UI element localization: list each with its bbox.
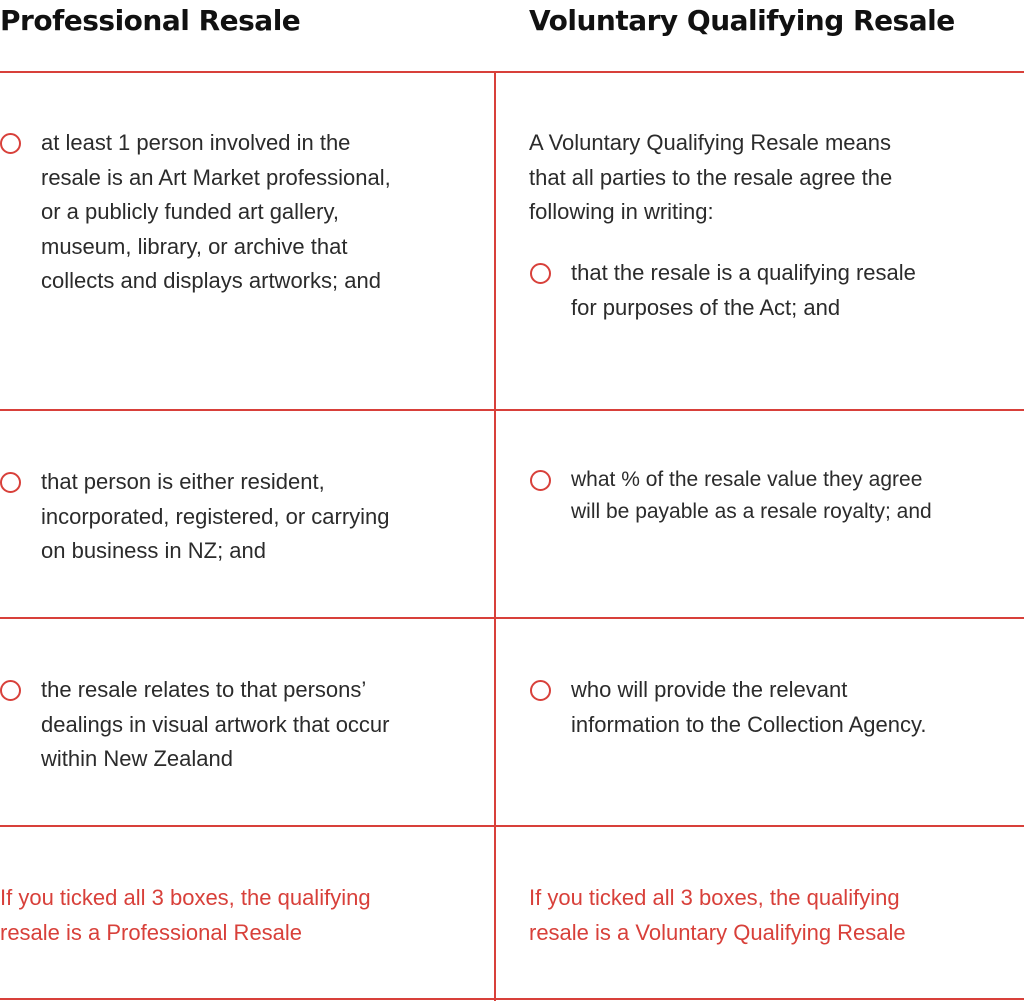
voluntary-resale-result: If you ticked all 3 boxes, the qualifying resale is a Voluntary Qualifying Resale xyxy=(529,885,906,945)
professional-resale-result: If you ticked all 3 boxes, the qualifying resale is a Professional Resale xyxy=(0,885,371,945)
checkbox-circle-icon[interactable] xyxy=(530,680,551,701)
row-divider-1 xyxy=(0,409,1024,411)
professional-criterion-3: the resale relates to that persons’ dealings in visual artwork that occur within New Zealand xyxy=(41,677,390,771)
voluntary-criterion-1: that the resale is a qualifying resale for purposes of the Act; and xyxy=(571,260,916,320)
row-divider-3 xyxy=(0,825,1024,827)
professional-criterion-1: at least 1 person involved in the resale is an Art Market professional, or a publicly funded art gallery, museum, library, or archive that collects and displays artworks; and xyxy=(41,130,391,293)
checkbox-circle-icon[interactable] xyxy=(530,263,551,284)
table-top-divider xyxy=(0,71,1024,73)
checkbox-circle-icon[interactable] xyxy=(0,133,21,154)
row-divider-2 xyxy=(0,617,1024,619)
checkbox-circle-icon[interactable] xyxy=(0,680,21,701)
voluntary-criterion-2: what % of the resale value they agree will be payable as a resale royalty; and xyxy=(571,468,932,523)
table-bottom-divider xyxy=(0,998,1024,1000)
column-divider xyxy=(494,71,496,1001)
checkbox-circle-icon[interactable] xyxy=(530,470,551,491)
voluntary-criterion-3: who will provide the relevant information to the Collection Agency. xyxy=(571,677,927,737)
professional-criterion-2: that person is either resident, incorporated, registered, or carrying on business in NZ; and xyxy=(41,469,390,563)
checkbox-circle-icon[interactable] xyxy=(0,472,21,493)
professional-resale-heading: Professional Resale xyxy=(0,4,301,37)
voluntary-intro-text: A Voluntary Qualifying Resale means that all parties to the resale agree the following in writing: xyxy=(529,130,893,224)
voluntary-qualifying-resale-heading: Voluntary Qualifying Resale xyxy=(529,4,955,37)
